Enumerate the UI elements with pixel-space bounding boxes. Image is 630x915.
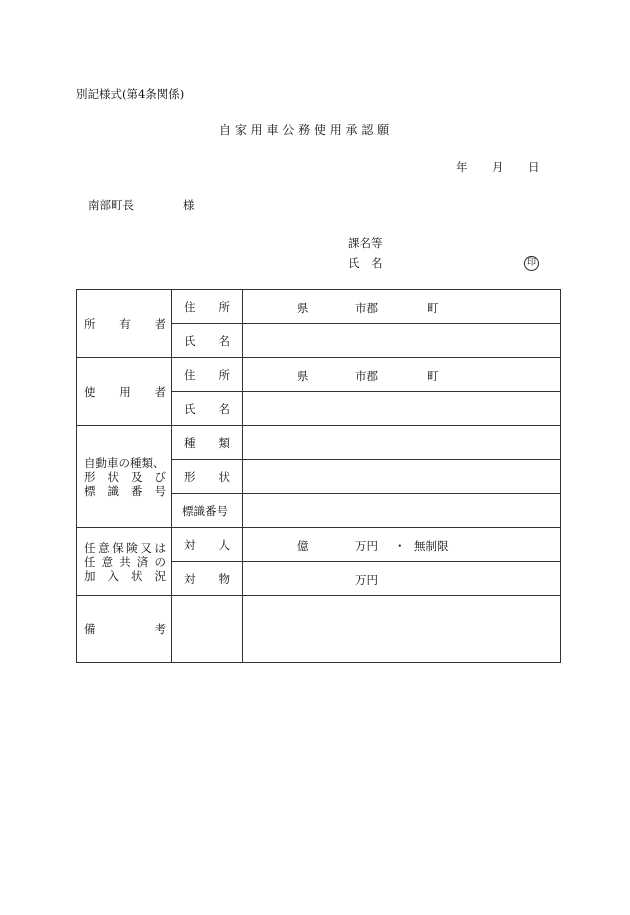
remarks-subcell[interactable] <box>172 596 243 663</box>
date-month-label: 月 <box>492 160 504 174</box>
vehicle-type-row <box>77 426 561 460</box>
owner-label: 所 有 者 <box>77 290 172 358</box>
oku-unit: 億 <box>297 539 309 553</box>
user-address-label: 住 所 <box>172 358 243 392</box>
separator-dot: ・ <box>394 539 406 553</box>
insurance-person-field[interactable] <box>243 528 561 562</box>
owner-address-field[interactable] <box>243 290 561 324</box>
date-day-label: 日 <box>528 160 540 174</box>
prefecture-unit: 県 <box>297 301 309 315</box>
vehicle-plate-label: 標識番号 <box>172 494 243 528</box>
owner-address-row <box>77 290 561 324</box>
user-label: 使 用 者 <box>77 358 172 426</box>
user-name-field[interactable] <box>243 392 561 426</box>
town-unit: 町 <box>427 369 439 383</box>
owner-address-label: 住 所 <box>172 290 243 324</box>
insurance-property-label: 対 物 <box>172 562 243 596</box>
user-address-field[interactable] <box>243 358 561 392</box>
prefecture-unit: 県 <box>297 369 309 383</box>
vehicle-type-label: 種 類 <box>172 426 243 460</box>
application-table <box>76 289 561 663</box>
vehicle-shape-label: 形 状 <box>172 460 243 494</box>
department-label: 課名等 <box>348 236 383 250</box>
insurance-person-label: 対 人 <box>172 528 243 562</box>
insurance-property-field[interactable] <box>243 562 561 596</box>
honorific: 様 <box>183 198 195 212</box>
owner-name-field[interactable] <box>243 324 561 358</box>
town-unit: 町 <box>427 301 439 315</box>
document-title: 自 家 用 車 公 務 使 用 承 認 願 <box>219 123 390 137</box>
applicant-name-label: 氏 名 <box>348 256 383 270</box>
man-en-unit: 万円 <box>355 573 378 587</box>
vehicle-shape-field[interactable] <box>243 460 561 494</box>
remarks-field[interactable] <box>243 596 561 663</box>
form-number-label: 別記様式(第4条関係) <box>76 87 185 101</box>
seal-mark: 印 <box>524 256 539 271</box>
city-unit: 市郡 <box>355 301 378 315</box>
man-en-unit: 万円 <box>355 539 378 553</box>
remarks-label: 備 考 <box>77 596 172 663</box>
city-unit: 市郡 <box>355 369 378 383</box>
user-address-row <box>77 358 561 392</box>
vehicle-type-field[interactable] <box>243 426 561 460</box>
owner-name-label: 氏 名 <box>172 324 243 358</box>
remarks-row <box>77 596 561 663</box>
unlimited-option: 無制限 <box>414 539 449 553</box>
date-year-label: 年 <box>456 160 468 174</box>
user-name-label: 氏 名 <box>172 392 243 426</box>
insurance-person-row <box>77 528 561 562</box>
insurance-label: 任 意 保 険 又 は 任 意 共 済 の 加 入 状 況 <box>77 528 172 596</box>
vehicle-label: 自動車の種類、 形 状 及 び 標 識 番 号 <box>77 426 172 528</box>
vehicle-plate-field[interactable] <box>243 494 561 528</box>
addressee: 南部町長 <box>88 198 134 212</box>
